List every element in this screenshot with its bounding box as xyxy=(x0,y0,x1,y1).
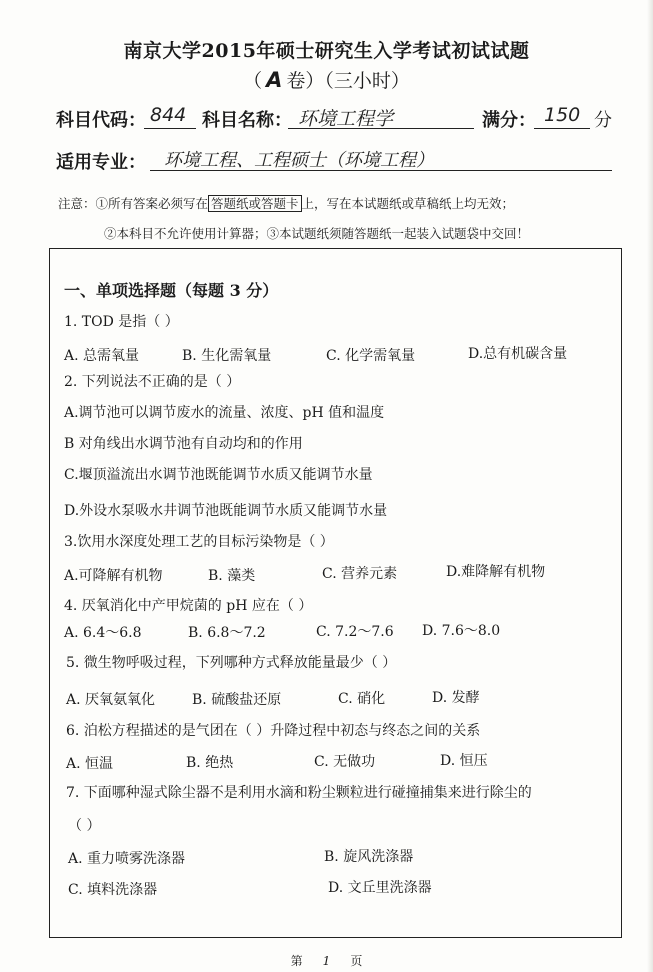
question-1-stem: 1. TOD 是指（ ） xyxy=(64,314,179,330)
full-score-value: 150 xyxy=(544,104,581,126)
subject-name-value: 环境工程学 xyxy=(298,108,394,130)
question-1-option-c: C. 化学需氧量 xyxy=(326,348,416,364)
notice-prefix: 注意： xyxy=(58,196,96,211)
major-value: 环境工程、工程硕士（环境工程） xyxy=(164,150,434,171)
question-4-option-d: D. 7.6～8.0 xyxy=(422,623,501,639)
question-7-option-b: B. 旋风洗涤器 xyxy=(324,849,414,865)
subject-code-underline xyxy=(144,128,196,129)
question-2-stem: 2. 下列说法不正确的是（ ） xyxy=(64,374,241,390)
question-3-stem: 3.饮用水深度处理工艺的目标污染物是（ ） xyxy=(64,534,334,550)
question-4-option-c: C. 7.2～7.6 xyxy=(316,624,394,640)
subject-name-label: 科目名称： xyxy=(202,110,292,131)
question-4-option-b: B. 6.8～7.2 xyxy=(188,625,266,641)
page-footer xyxy=(0,952,653,969)
question-6-option-a: A. 恒温 xyxy=(66,756,114,772)
question-6-stem: 6. 泊松方程描述的是气团在（ ）升降过程中初态与终态之间的关系 xyxy=(66,723,481,739)
question-4-stem: 4. 厌氧消化中产甲烷菌的 pH 应在（ ） xyxy=(64,598,313,614)
page-edge-shadow xyxy=(647,0,653,972)
question-2-option-c: C.堰顶溢流出水调节池既能调节水质又能调节水量 xyxy=(64,467,373,483)
paper-version: A xyxy=(266,68,283,92)
question-3-option-b: B. 藻类 xyxy=(208,568,256,584)
subject-name-underline xyxy=(288,128,474,129)
page-prefix: 第 xyxy=(290,954,303,968)
question-1-option-d: D.总有机碳含量 xyxy=(468,346,568,362)
subtitle-rest: 卷）（三小时） xyxy=(286,70,410,92)
section-heading: 一、单项选择题（每题 3 分） xyxy=(64,281,279,300)
subtitle-open: （ xyxy=(243,70,263,92)
notice-line-1 xyxy=(58,194,514,212)
question-3-option-a: A.可降解有机物 xyxy=(64,568,163,584)
question-3-option-c: C. 营养元素 xyxy=(322,566,398,582)
question-2-option-a: A.调节池可以调节废水的流量、浓度、pH 值和温度 xyxy=(64,405,385,421)
major-underline xyxy=(150,170,612,171)
full-score-label: 满分： xyxy=(482,110,536,131)
question-7-stem-cont: （ ） xyxy=(68,818,101,834)
notice-text-a: ①所有答案必须写在 xyxy=(95,196,209,211)
question-2-option-d: D.外设水泵吸水井调节池既能调节水质又能调节水量 xyxy=(64,503,388,519)
question-2-option-b: B 对角线出水调节池有自动均和的作用 xyxy=(64,436,303,452)
notice-line-2: ②本科目不允许使用计算器；③本试题纸须随答题纸一起装入试题袋中交回！ xyxy=(104,226,530,241)
full-score-underline xyxy=(534,128,590,129)
question-6-option-c: C. 无做功 xyxy=(314,754,376,770)
question-6-option-b: B. 绝热 xyxy=(186,755,234,771)
question-1-option-a: A. 总需氧量 xyxy=(64,348,140,364)
notice-text-b: 上，写在本试题纸或草稿纸上均无效； xyxy=(301,196,515,211)
question-7-option-d: D. 文丘里洗涤器 xyxy=(328,880,432,896)
major-label: 适用专业： xyxy=(56,152,146,173)
question-5-option-c: C. 硝化 xyxy=(338,691,386,707)
question-5-option-d: D. 发酵 xyxy=(432,690,480,706)
subject-code-label: 科目代码： xyxy=(56,110,146,131)
question-5-option-a: A. 厌氧氨氧化 xyxy=(66,692,156,708)
exam-subtitle xyxy=(0,66,653,93)
question-5-option-b: B. 硫酸盐还原 xyxy=(192,692,282,708)
page-number: 1 xyxy=(322,954,331,968)
full-score-unit: 分 xyxy=(594,110,612,131)
question-3-option-d: D.难降解有机物 xyxy=(446,564,546,580)
question-1-option-b: B. 生化需氧量 xyxy=(182,348,272,364)
question-6-option-d: D. 恒压 xyxy=(440,753,488,769)
page-suffix: 页 xyxy=(350,954,363,968)
question-5-stem: 5. 微生物呼吸过程，下列哪种方式释放能量最少（ ） xyxy=(66,655,397,671)
notice-boxed-text: 答题纸或答题卡 xyxy=(208,195,302,212)
question-7-option-a: A. 重力喷雾洗涤器 xyxy=(68,851,186,867)
question-7-stem: 7. 下面哪种湿式除尘器不是利用水滴和粉尘颗粒进行碰撞捕集来进行除尘的 xyxy=(66,785,532,801)
exam-title: 南京大学2015年硕士研究生入学考试初试试题 xyxy=(123,40,530,62)
question-4-option-a: A. 6.4～6.8 xyxy=(64,625,142,641)
subject-code-value: 844 xyxy=(150,104,187,126)
question-7-option-c: C. 填料洗涤器 xyxy=(68,882,158,898)
